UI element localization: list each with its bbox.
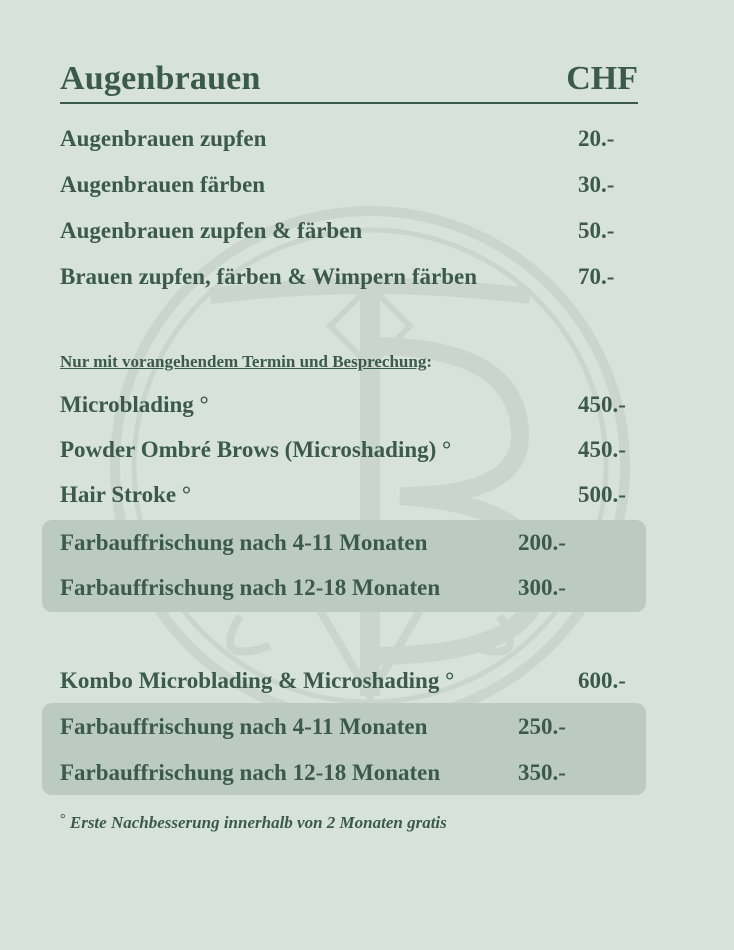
service-row — [60, 392, 626, 422]
refresh-row — [60, 575, 566, 605]
service-price: 600.- — [578, 668, 626, 693]
service-price: 50.- — [578, 218, 615, 243]
service-name: Augenbrauen färben — [60, 172, 266, 197]
service-price: 450.- — [578, 392, 626, 417]
appointment-note-suffix: : — [426, 352, 433, 371]
refresh-price: 200.- — [518, 530, 566, 555]
service-row — [60, 482, 626, 512]
currency-label: CHF — [566, 60, 638, 97]
service-name: Augenbrauen zupfen — [60, 126, 267, 151]
appointment-note — [60, 352, 432, 372]
service-price: 20.- — [578, 126, 615, 151]
service-price: 500.- — [578, 482, 626, 507]
refresh-name: Farbauffrischung nach 12-18 Monaten — [60, 575, 441, 600]
service-name: Powder Ombré Brows (Microshading) — [60, 437, 437, 462]
refresh-row — [60, 714, 566, 744]
service-price: 30.- — [578, 172, 615, 197]
service-row — [60, 437, 626, 467]
degree-mark: ° — [442, 437, 452, 462]
section-title: Augenbrauen — [60, 60, 261, 97]
service-price: 450.- — [578, 437, 626, 462]
refresh-name: Farbauffrischung nach 12-18 Monaten — [60, 760, 441, 785]
service-row — [60, 668, 626, 698]
refresh-price: 300.- — [518, 575, 566, 600]
refresh-name: Farbauffrischung nach 4-11 Monaten — [60, 714, 428, 739]
appointment-note-text: Nur mit vorangehendem Termin und Besprechung — [60, 352, 427, 371]
degree-mark: ° — [181, 482, 192, 507]
refresh-price: 250.- — [518, 714, 566, 739]
service-row — [60, 126, 615, 156]
service-name: Brauen zupfen, färben & Wimpern färben — [60, 264, 477, 289]
footnote-mark: ° — [60, 812, 66, 827]
service-name: Kombo Microblading & Microshading — [60, 668, 440, 693]
footnote — [60, 812, 447, 833]
service-row — [60, 218, 615, 248]
refresh-price: 350.- — [518, 760, 566, 785]
degree-mark: ° — [445, 668, 455, 693]
refresh-row — [60, 760, 566, 790]
refresh-name: Farbauffrischung nach 4-11 Monaten — [60, 530, 428, 555]
degree-mark: ° — [199, 392, 209, 417]
section-header — [60, 58, 638, 104]
service-row — [60, 172, 615, 202]
footnote-text: Erste Nachbesserung innerhalb von 2 Monaten gratis — [69, 813, 447, 832]
service-row — [60, 264, 615, 294]
service-name: Microblading — [60, 392, 194, 417]
refresh-row — [60, 530, 566, 560]
service-price: 70.- — [578, 264, 615, 289]
service-name: Augenbrauen zupfen & färben — [60, 218, 363, 243]
service-name: Hair Stroke — [60, 482, 177, 507]
